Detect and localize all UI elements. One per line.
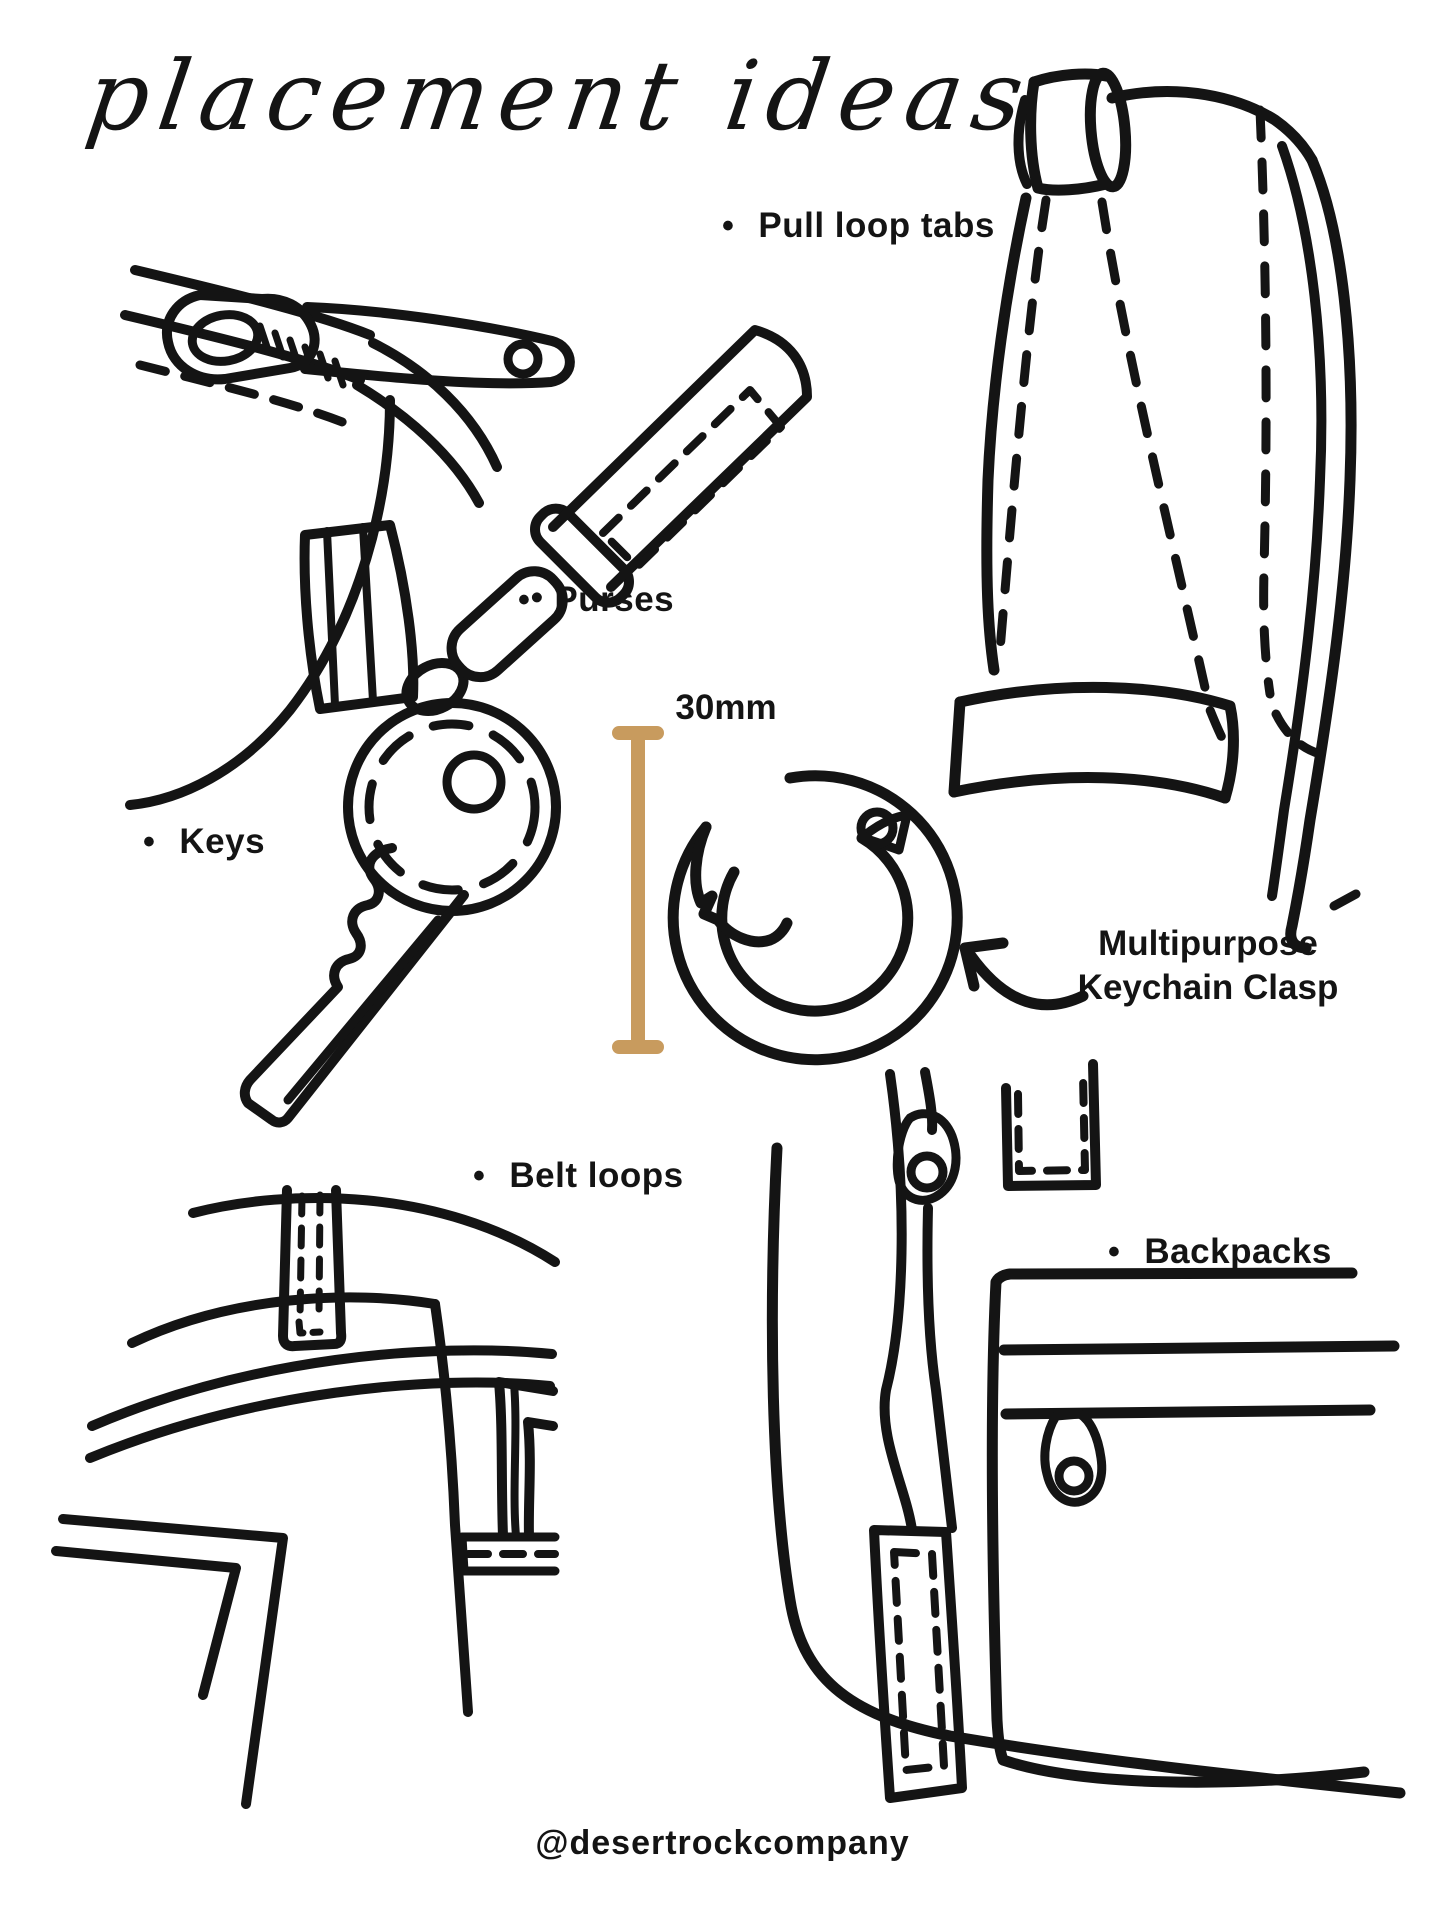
label-belt-loops <box>473 1156 684 1196</box>
bullet-icon: • <box>518 581 531 619</box>
label-backpacks <box>1108 1232 1332 1272</box>
backpack-top-illustration <box>930 50 1410 980</box>
bullet-icon: • <box>143 823 156 861</box>
label-pull-loop-tabs <box>722 206 995 246</box>
key-illustration <box>180 680 610 1130</box>
instagram-handle: @desertrockcompany <box>535 1824 910 1862</box>
measurement-label: 30mm <box>675 688 777 727</box>
label-keys-text: Keys <box>179 822 266 861</box>
bullet-icon: • <box>473 1157 486 1195</box>
backpack-front-illustration <box>760 1060 1405 1805</box>
clasp-callout-line1: Multipurpose <box>1098 924 1318 963</box>
bullet-icon: • <box>722 207 735 245</box>
label-keys <box>143 822 265 862</box>
bullet-icon: • <box>1108 1233 1121 1271</box>
page-title: placement ideas <box>80 40 1041 152</box>
label-purses <box>518 580 674 620</box>
belt-loops-illustration <box>50 1190 675 1820</box>
clasp-callout-line2: Keychain Clasp <box>1077 968 1339 1007</box>
clasp-callout <box>1058 922 1358 1010</box>
label-belt-loops-text: Belt loops <box>509 1156 684 1195</box>
label-purses-text: Purses <box>554 580 675 619</box>
label-backpacks-text: Backpacks <box>1144 1232 1332 1271</box>
label-pull-loop-tabs-text: Pull loop tabs <box>758 206 995 245</box>
keychain-clasp-illustration <box>648 738 993 1083</box>
